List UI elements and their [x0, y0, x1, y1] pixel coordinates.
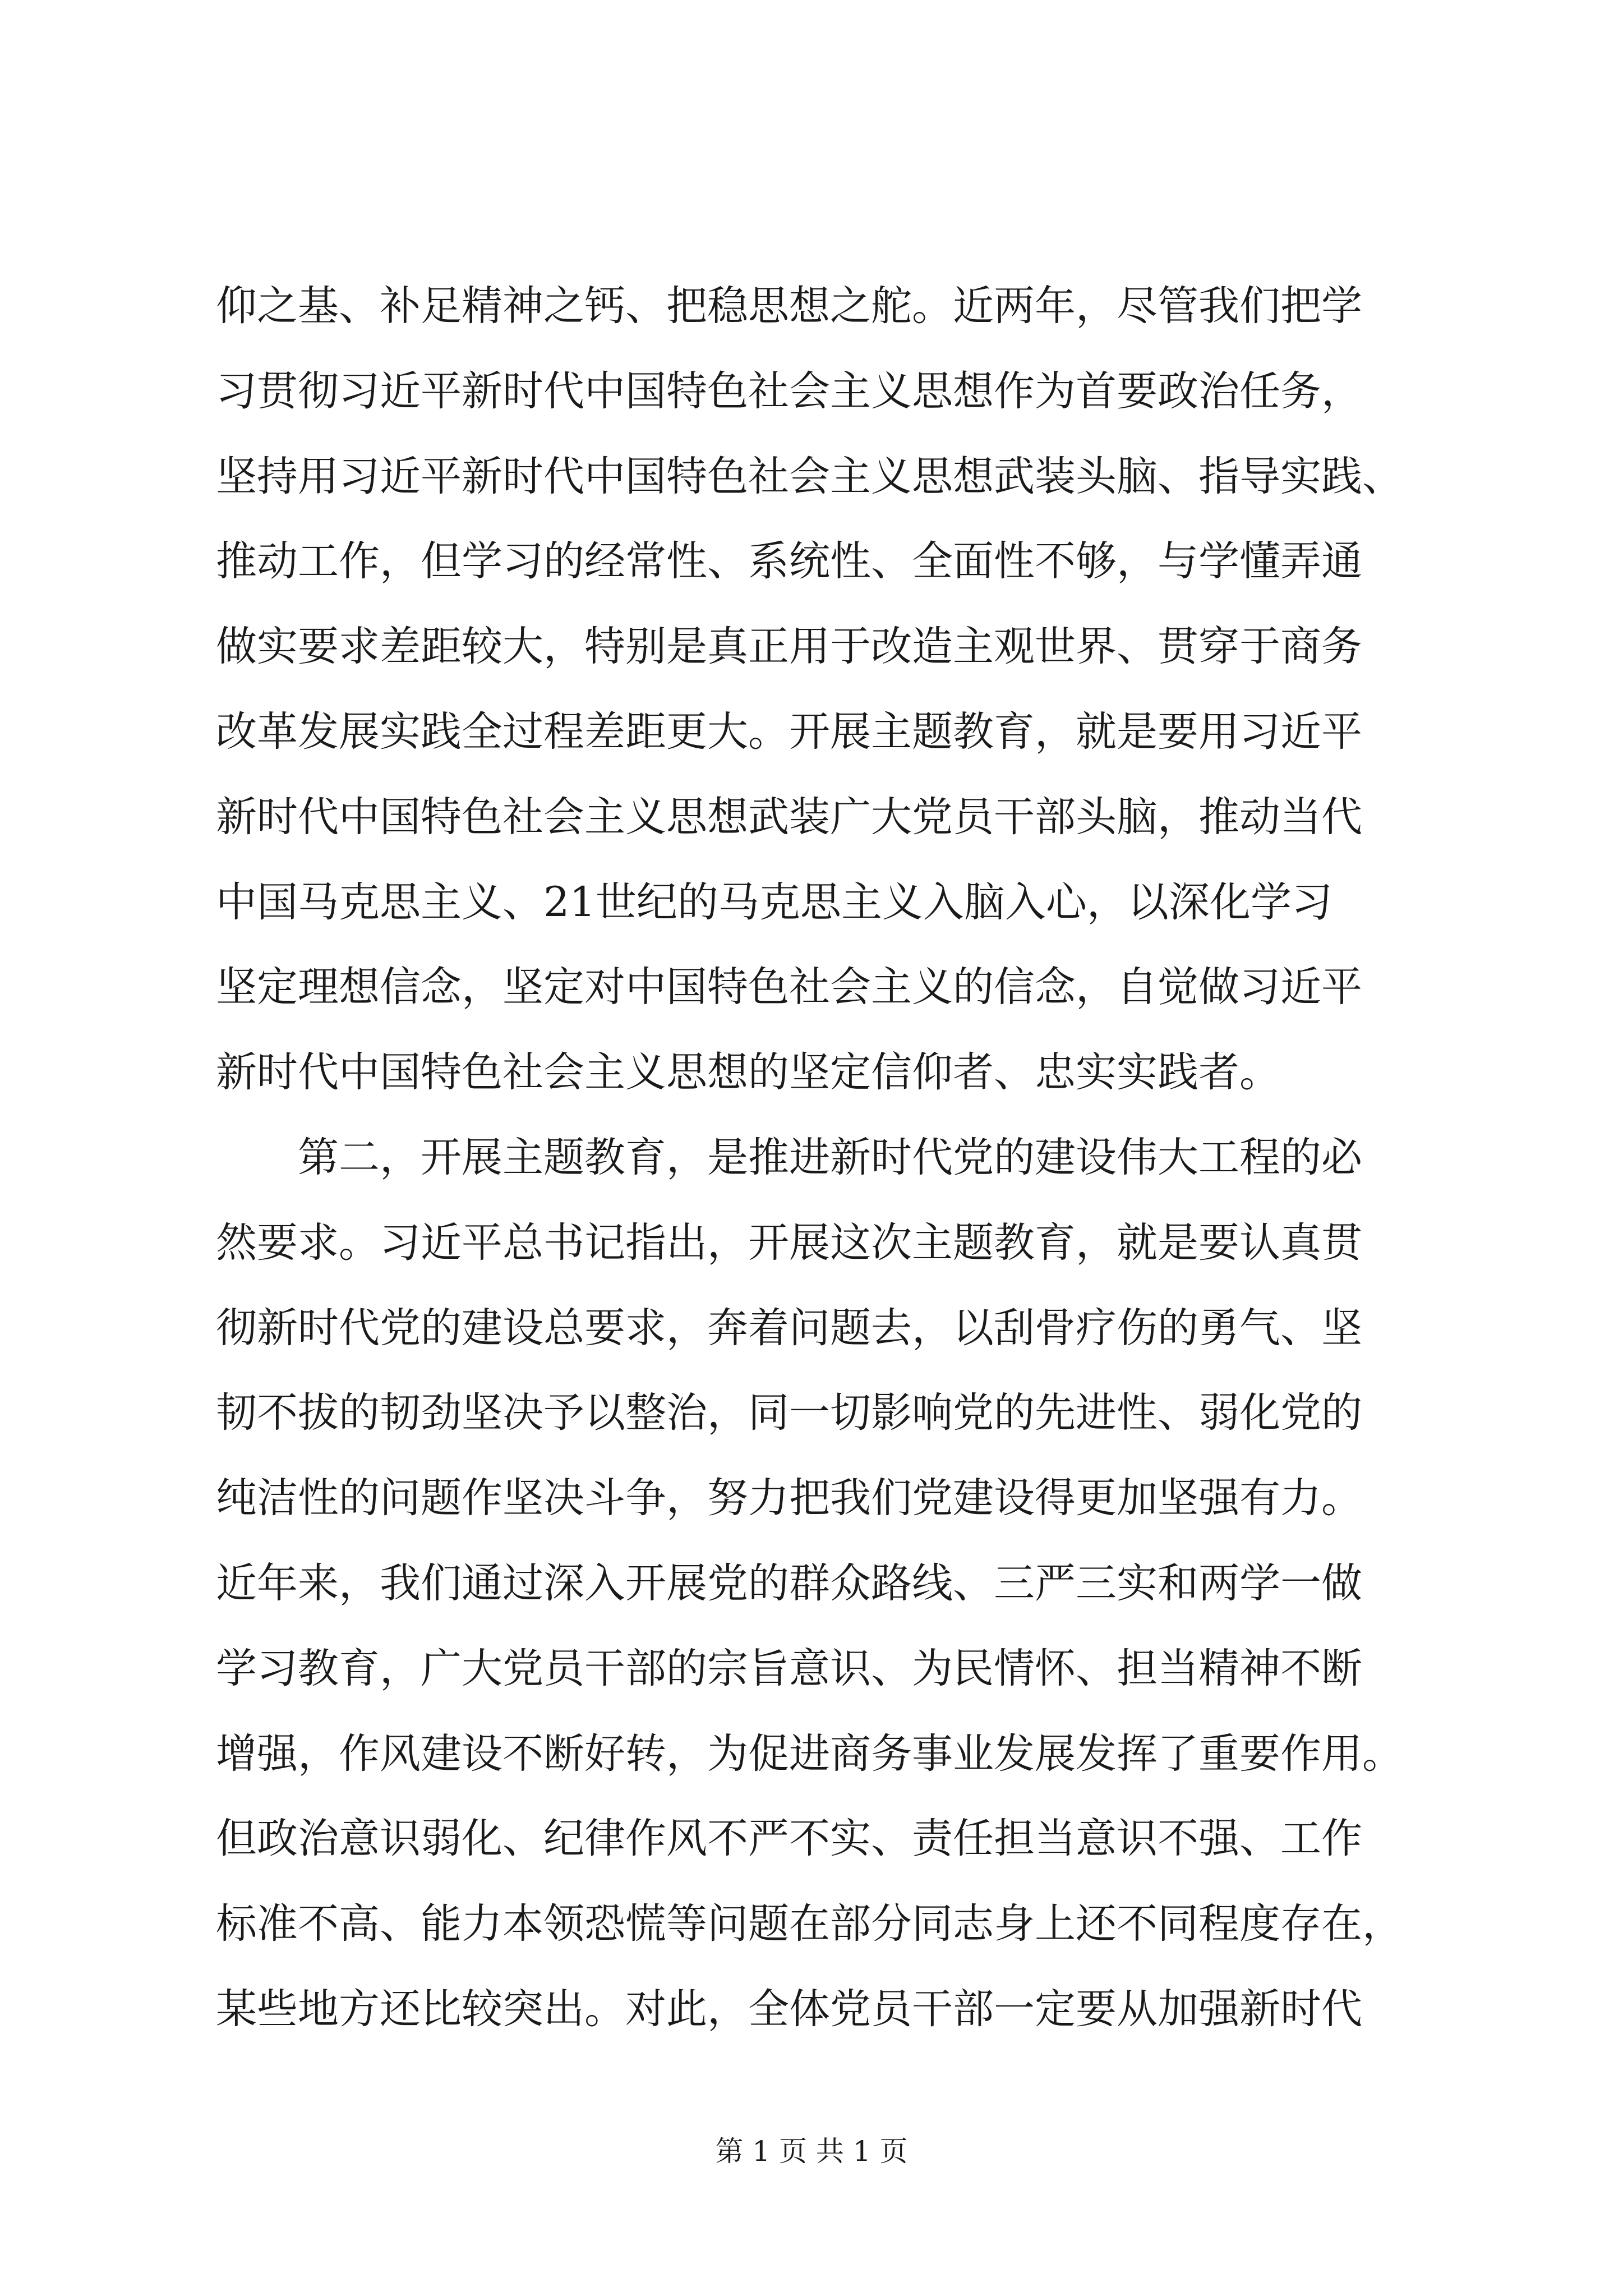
- text-line: 某些地方还比较突出。对此，全体党员干部一定要从加强新时代: [216, 1985, 1362, 2033]
- text-line: 坚定理想信念，坚定对中国特色社会主义的信念，自觉做习近平: [216, 963, 1362, 1011]
- text-line: 新时代中国特色社会主义思想的坚定信仰者、忠实实践者。: [216, 1048, 1280, 1097]
- text-line: 推动工作，但学习的经常性、系统性、全面性不够，与学懂弄通: [216, 537, 1362, 586]
- text-line: 第二，开展主题教育，是推进新时代党的建设伟大工程的必: [216, 1133, 1362, 1181]
- text-line: 习贯彻习近平新时代中国特色社会主义思想作为首要政治任务，: [216, 367, 1362, 415]
- text-line: 但政治意识弱化、纪律作风不严不实、责任担当意识不强、工作: [216, 1815, 1362, 1863]
- text-line: 韧不拔的韧劲坚决予以整治，同一切影响党的先进性、弱化党的: [216, 1389, 1362, 1437]
- text-line: 坚持用习近平新时代中国特色社会主义思想武装头脑、指导实践、: [216, 452, 1403, 500]
- text-line: 仰之基、补足精神之钙、把稳思想之舵。近两年，尽管我们把学: [216, 282, 1362, 330]
- text-line: 做实要求差距较大，特别是真正用于改造主观世界、贯穿于商务: [216, 623, 1362, 671]
- page-footer: 第 1 页 共 1 页: [715, 2135, 908, 2168]
- text-line: 中国马克思主义、21世纪的马克思主义入脑入心，以深化学习: [216, 878, 1332, 926]
- text-line: 标准不高、能力本领恐慌等问题在部分同志身上还不同程度存在，: [216, 1900, 1403, 1948]
- text-line: 近年来，我们通过深入开展党的群众路线、三严三实和两学一做: [216, 1559, 1362, 1607]
- text-line: 增强，作风建设不断好转，为促进商务事业发展发挥了重要作用。: [216, 1729, 1403, 1778]
- text-line: 纯洁性的问题作坚决斗争，努力把我们党建设得更加坚强有力。: [216, 1474, 1362, 1522]
- text-line: 然要求。习近平总书记指出，开展这次主题教育，就是要认真贯: [216, 1218, 1362, 1267]
- text-line: 学习教育，广大党员干部的宗旨意识、为民情怀、担当精神不断: [216, 1644, 1362, 1692]
- text-line: 彻新时代党的建设总要求，奔着问题去，以刮骨疗伤的勇气、坚: [216, 1304, 1362, 1352]
- body-text: [216, 264, 1455, 2052]
- text-line: 改革发展实践全过程差距更大。开展主题教育，就是要用习近平: [216, 707, 1362, 756]
- text-line: 新时代中国特色社会主义思想武装广大党员干部头脑，推动当代: [216, 793, 1362, 841]
